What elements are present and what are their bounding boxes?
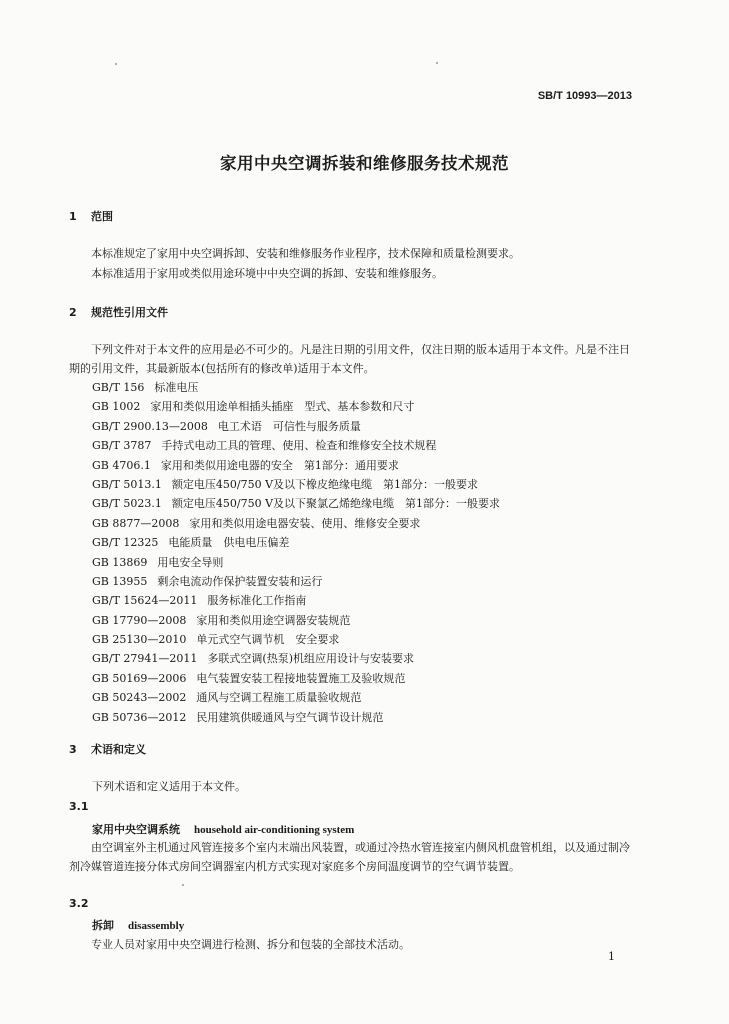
section-number: 1 bbox=[69, 210, 77, 223]
reference-code: GB/T 12325 bbox=[92, 536, 159, 550]
term-name-zh: 拆卸 bbox=[92, 919, 114, 932]
reference-code: GB 13869 bbox=[92, 555, 148, 569]
section-title: 规范性引用文件 bbox=[91, 306, 168, 319]
reference-title: 通风与空调工程施工质量验收规范 bbox=[196, 691, 362, 705]
reference-code: GB 8877—2008 bbox=[92, 516, 180, 530]
reference-code: GB 50736—2012 bbox=[92, 710, 187, 724]
references-intro: 下列文件对于本文件的应用是必不可少的。凡是注日期的引用文件，仅注日期的版本适用于本文件。凡是不注日期的引用文件，其最新版本(包括所有的修改单)适用于本文件。 bbox=[69, 343, 630, 375]
reference-code: GB 4706.1 bbox=[92, 458, 151, 472]
reference-code: GB 13955 bbox=[92, 574, 148, 588]
document-title: 家用中央空调拆装和维修服务技术规范 bbox=[220, 154, 509, 173]
reference-item bbox=[92, 649, 500, 668]
reference-item bbox=[92, 708, 500, 727]
term-name-en: disassembly bbox=[128, 920, 185, 932]
section-number: 2 bbox=[69, 306, 77, 319]
reference-title: 家用和类似用途电器安装、使用、维修安全要求 bbox=[189, 516, 421, 530]
reference-item bbox=[92, 494, 500, 513]
reference-item bbox=[92, 475, 500, 494]
reference-item bbox=[92, 553, 500, 572]
reference-title: 民用建筑供暖通风与空气调节设计规范 bbox=[196, 710, 384, 724]
reference-title: 家用和类似用途电器的安全 第1部分：通用要求 bbox=[160, 458, 399, 472]
section-number: 3 bbox=[69, 743, 77, 756]
reference-code: GB 50169—2006 bbox=[92, 671, 187, 685]
reference-item bbox=[92, 436, 500, 455]
section-title: 范围 bbox=[91, 210, 113, 223]
term-number: 3.2 bbox=[69, 897, 89, 910]
reference-code: GB/T 156 bbox=[92, 381, 145, 394]
reference-title: 电气装置安装工程接地装置施工及验收规范 bbox=[196, 671, 406, 685]
reference-item bbox=[92, 417, 500, 436]
reference-code: GB/T 5023.1 bbox=[92, 497, 162, 511]
reference-item bbox=[92, 572, 500, 591]
reference-title: 电工术语 可信性与服务质量 bbox=[217, 419, 361, 433]
reference-code: GB/T 5013.1 bbox=[92, 477, 162, 491]
section-1-heading bbox=[69, 208, 113, 224]
scope-paragraph-1: 本标准规定了家用中央空调拆卸、安装和维修服务作业程序，技术保障和质量检测要求。 bbox=[91, 247, 520, 260]
reference-item bbox=[92, 397, 500, 416]
scan-speck bbox=[436, 62, 438, 64]
scope-paragraph-2: 本标准适用于家用或类似用途环境中中央空调的拆卸、安装和维修服务。 bbox=[91, 267, 443, 280]
standard-code: SB/T 10993—2013 bbox=[537, 90, 632, 102]
reference-title: 多联式空调(热泵)机组应用设计与安装要求 bbox=[207, 652, 414, 666]
reference-item bbox=[92, 688, 500, 707]
term-name-zh: 家用中央空调系统 bbox=[92, 823, 180, 836]
reference-item bbox=[92, 533, 500, 552]
reference-item bbox=[92, 591, 500, 610]
reference-title: 电能质量 供电电压偏差 bbox=[168, 536, 290, 550]
reference-title: 手持式电动工具的管理、使用、检查和维修安全技术规程 bbox=[161, 439, 437, 453]
scan-speck bbox=[182, 884, 184, 886]
reference-code: GB 17790—2008 bbox=[92, 613, 187, 627]
term-number: 3.1 bbox=[69, 800, 89, 813]
reference-item bbox=[92, 378, 500, 397]
term-definition: 专业人员对家用中央空调进行检测、拆分和包装的全部技术活动。 bbox=[91, 938, 410, 951]
term-definition: 由空调室外主机通过风管连接多个室内末端出风装置，或通过冷热水管连接室内侧风机盘管机组，以及通过制冷剂冷媒管道连接分体式房间空调器室内机方式实现对家庭多个房间温度调节的空气调节装置。 bbox=[69, 841, 630, 873]
term-name-en: household air-conditioning system bbox=[194, 824, 355, 836]
reference-code: GB/T 2900.13—2008 bbox=[92, 419, 208, 433]
reference-code: GB 50243—2002 bbox=[92, 691, 187, 705]
section-title: 术语和定义 bbox=[91, 743, 146, 756]
page-number: 1 bbox=[608, 950, 615, 963]
reference-title: 家用和类似用途空调器安装规范 bbox=[196, 613, 351, 627]
reference-item bbox=[92, 514, 500, 533]
terms-intro: 下列术语和定义适用于本文件。 bbox=[92, 780, 246, 793]
reference-item bbox=[92, 611, 500, 630]
reference-title: 服务标准化工作指南 bbox=[207, 594, 307, 608]
reference-item bbox=[92, 669, 500, 688]
reference-code: GB/T 27941—2011 bbox=[92, 652, 198, 666]
term-name bbox=[92, 917, 184, 933]
reference-title: 额定电压450/750 V及以下橡皮绝缘电缆 第1部分：一般要求 bbox=[171, 477, 479, 491]
reference-title: 标准电压 bbox=[154, 381, 199, 394]
reference-title: 家用和类似用途单相插头插座 型式、基本参数和尺寸 bbox=[150, 400, 415, 414]
reference-title: 额定电压450/750 V及以下聚氯乙烯绝缘电缆 第1部分：一般要求 bbox=[171, 497, 501, 511]
section-3-heading bbox=[69, 741, 146, 757]
reference-item bbox=[92, 630, 500, 649]
reference-title: 单元式空气调节机 安全要求 bbox=[196, 633, 340, 647]
reference-title: 用电安全导则 bbox=[157, 555, 224, 569]
scan-speck bbox=[115, 63, 117, 65]
reference-list bbox=[92, 378, 500, 727]
reference-item bbox=[92, 456, 500, 475]
term-name bbox=[92, 821, 354, 837]
reference-code: GB/T 3787 bbox=[92, 439, 152, 453]
reference-code: GB/T 15624—2011 bbox=[92, 594, 198, 608]
reference-code: GB 25130—2010 bbox=[92, 633, 187, 647]
reference-code: GB 1002 bbox=[92, 400, 141, 414]
reference-title: 剩余电流动作保护装置安装和运行 bbox=[157, 574, 323, 588]
section-2-heading bbox=[69, 304, 168, 320]
